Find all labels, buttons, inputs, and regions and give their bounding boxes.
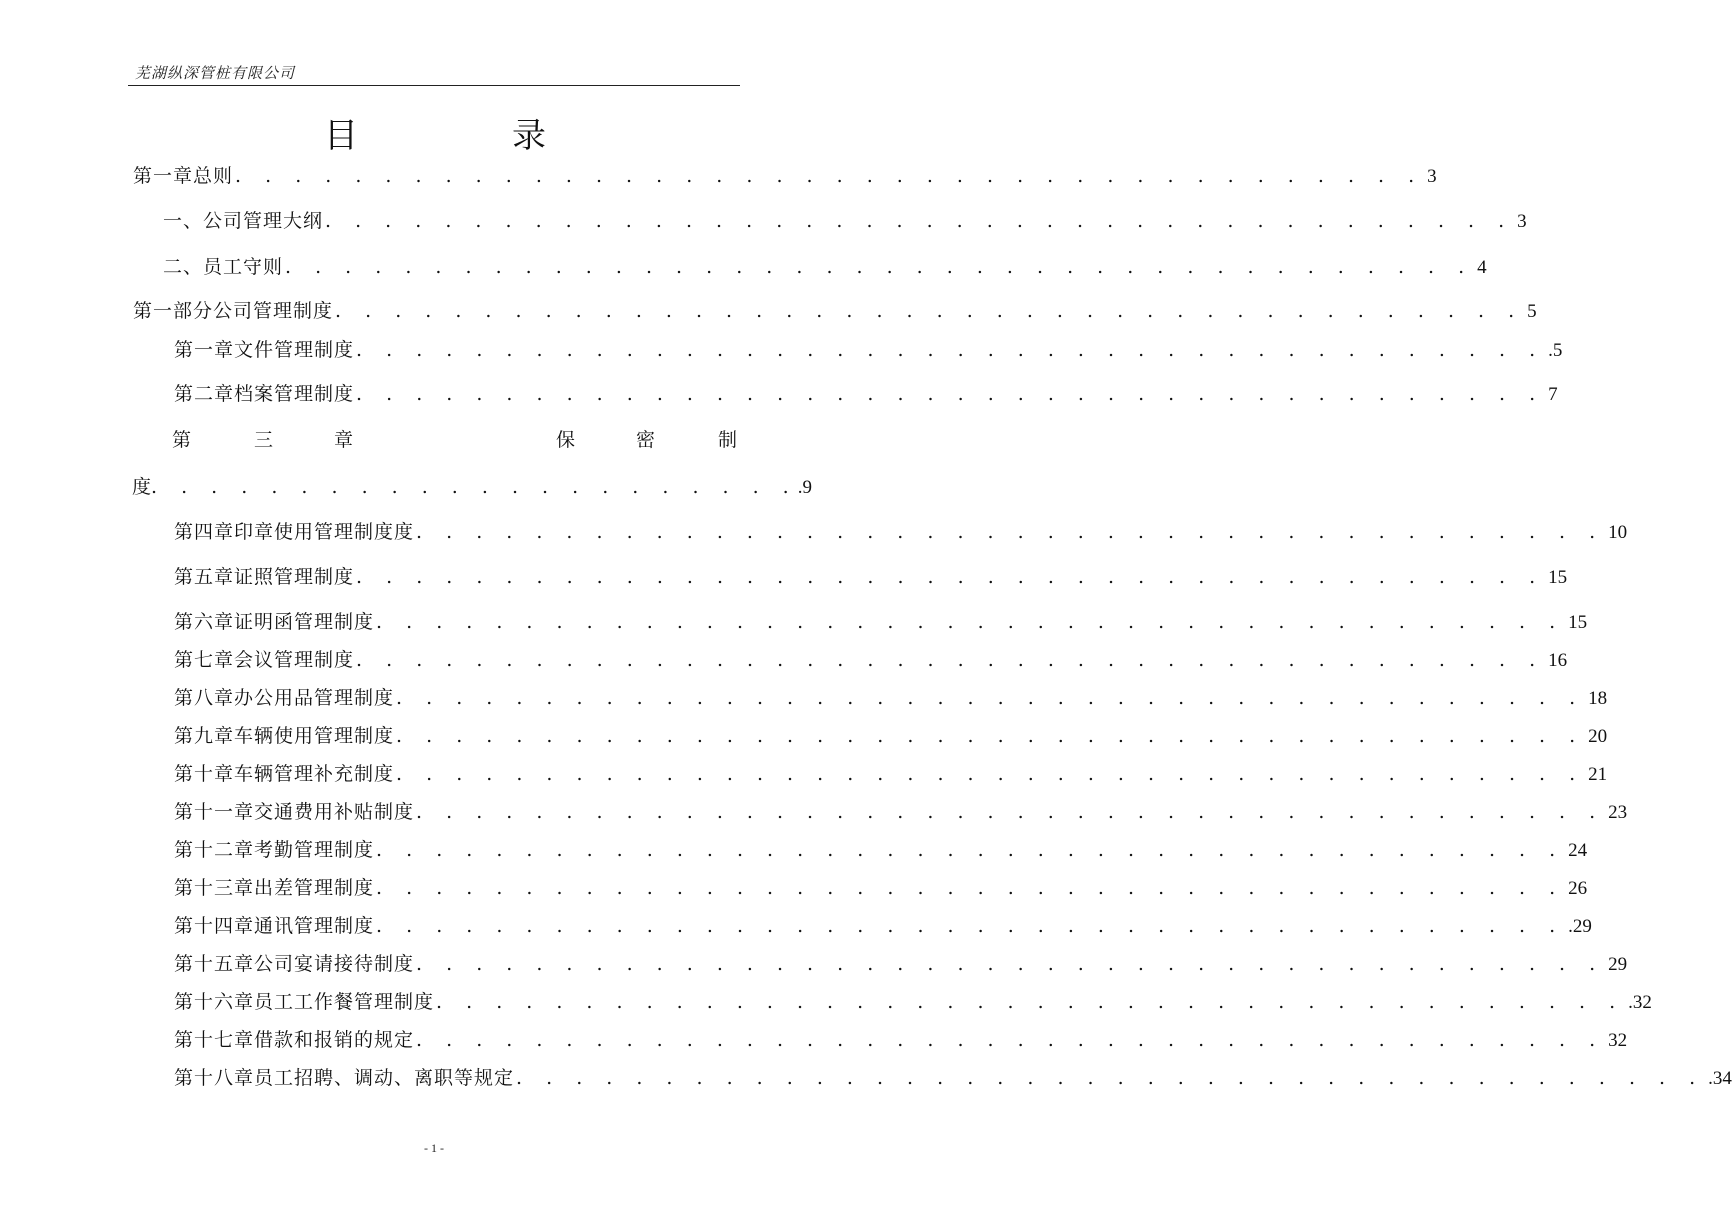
toc-entry[interactable] [174, 761, 1608, 787]
toc-entry-label: 第十章 [174, 763, 235, 785]
split-char: 保 [556, 429, 576, 451]
toc-entry-title: 车辆使用管理制度 [234, 725, 395, 747]
toc-entry-label: 第一章 [133, 165, 194, 187]
toc-entry-label: 第十四章 [174, 915, 255, 937]
toc-entry[interactable] [174, 799, 1628, 825]
toc-entry[interactable] [133, 298, 1537, 324]
toc-entry-title: 印章使用管理制度度 [234, 521, 415, 543]
toc-entry-title: 文件管理制度 [234, 339, 355, 361]
dot-leader: . . . . . . . . . . . . . . . . . . . . . . . . . . . . . . . . . . . . . . . . [516, 1067, 1705, 1089]
dot-leader: . . . . . . . . . . . . . . . . . . . . . . . . . . . . . . . . . . . . . . . . [376, 839, 1565, 861]
toc-entry-label: 第八章 [174, 687, 235, 709]
toc-entry-label: 第十七章 [174, 1029, 255, 1051]
split-char: 章 [334, 429, 354, 451]
toc-entry-page: 10 [1608, 522, 1628, 543]
toc-entry[interactable] [174, 519, 1628, 545]
toc-entry-title: 车辆管理补充制度 [234, 763, 395, 785]
toc-entry-title: 员工招聘、调动、离职等规定 [254, 1067, 515, 1089]
toc-entry-label: 第一章 [174, 339, 235, 361]
toc-entry-page: 3 [1517, 211, 1527, 232]
dot-leader: . . . . . . . . . . . . . . . . . . . . . . . . . . . . . . . . . . . . . . . . [436, 991, 1625, 1013]
toc-entry-page: 15 [1568, 612, 1588, 633]
toc-entry-page: .29 [1568, 916, 1592, 937]
toc-entry-title: 考勤管理制度 [254, 839, 375, 861]
toc-entry-page: 7 [1548, 384, 1558, 405]
dot-leader: . . . . . . . . . . . . . . . . . . . . . . . . . . . . . . . . . . . . . . . . [235, 165, 1424, 187]
toc-entry-split-continuation [132, 474, 812, 500]
dot-leader: . . . . . . . . . . . . . . . . . . . . . . . . . . . . . . . . . . . . . . . . [416, 521, 1605, 543]
toc-entry-page: 32 [1608, 1030, 1628, 1051]
toc-entry-page: .34 [1708, 1068, 1732, 1089]
dot-leader: . . . . . . . . . . . . . . . . . . . . . . . . . . . . . . . . . . . . . . . . [376, 915, 1565, 937]
toc-entry-title: 总则 [193, 165, 234, 187]
dot-leader: . . . . . . . . . . . . . . . . . . . . . . . . . . . . . . . . . . . . . . . . [396, 725, 1585, 747]
toc-entry[interactable] [174, 685, 1608, 711]
toc-entry[interactable] [163, 254, 1487, 280]
toc-entry-page: 5 [1527, 301, 1537, 322]
split-continuation-char: 度 [132, 476, 152, 498]
dot-leader: . . . . . . . . . . . . . . . . . . . . . . . . . . . . . . . . . . . . . . . . [416, 801, 1605, 823]
toc-entry-label: 第六章 [174, 611, 235, 633]
toc-entry[interactable] [174, 381, 1558, 407]
toc-entry-title: 出差管理制度 [254, 877, 375, 899]
toc-entry-page: 16 [1548, 650, 1568, 671]
split-char: 密 [636, 429, 656, 451]
dot-leader: . . . . . . . . . . . . . . . . . . . . . . . . . . . . . . . . . . . . . . . . [356, 383, 1545, 405]
toc-entry-page: .32 [1628, 992, 1652, 1013]
dot-leader: . . . . . . . . . . . . . . . . . . . . . . . . . . . . . . . . . . . . . . . . [376, 877, 1565, 899]
toc-entry[interactable] [174, 723, 1608, 749]
split-char: 制 [718, 429, 738, 451]
toc-entry-label: 第二章 [174, 383, 235, 405]
toc-entry[interactable] [163, 208, 1527, 234]
dot-leader: . . . . . . . . . . . . . . . . . . . . . . . . . . . . . . . . . . . . . . . . [335, 300, 1524, 322]
toc-entry-label: 第十六章 [174, 991, 255, 1013]
dot-leader: . . . . . . . . . . . . . . . . . . . . . . . . . . . . . . . . . . . . . . . . [356, 566, 1545, 588]
toc-entry-label: 第九章 [174, 725, 235, 747]
toc-entry[interactable] [174, 837, 1588, 863]
toc-entry-page: 18 [1588, 688, 1608, 709]
toc-entry-title: 一、公司管理大纲 [163, 210, 324, 232]
toc-entry[interactable] [174, 609, 1588, 635]
toc-entry-title: 办公用品管理制度 [234, 687, 395, 709]
split-char: 第 [172, 429, 192, 451]
toc-entry-title: 员工工作餐管理制度 [254, 991, 435, 1013]
toc-entry-label: 第十三章 [174, 877, 255, 899]
dot-leader: . . . . . . . . . . . . . . . . . . . . . . [151, 476, 798, 498]
toc-entry-label: 第七章 [174, 649, 235, 671]
toc-entry-title: 公司宴请接待制度 [254, 953, 415, 975]
toc-entry-title: 二、员工守则 [163, 256, 284, 278]
toc-entry-title: 通讯管理制度 [254, 915, 375, 937]
toc-entry[interactable] [174, 913, 1592, 939]
toc-entry-label: 第十二章 [174, 839, 255, 861]
toc-entry-page: 3 [1427, 166, 1437, 187]
toc-entry[interactable] [174, 989, 1652, 1015]
toc-entry-page: 21 [1588, 764, 1608, 785]
dot-leader: . . . . . . . . . . . . . . . . . . . . . . . . . . . . . . . . . . . . . . . . [356, 649, 1545, 671]
dot-leader: . . . . . . . . . . . . . . . . . . . . . . . . . . . . . . . . . . . . . . . . [396, 687, 1585, 709]
dot-leader: . . . . . . . . . . . . . . . . . . . . . . . . . . . . . . . . . . . . . . . . [325, 210, 1514, 232]
toc-entry-page: 4 [1477, 257, 1487, 278]
toc-entry-page: 20 [1588, 726, 1608, 747]
toc-entry-page: .9 [797, 477, 812, 498]
toc-entry[interactable] [174, 875, 1588, 901]
toc-entry-page: 24 [1568, 840, 1588, 861]
page-number: - 1 - [424, 1141, 444, 1155]
toc-entry-label: 第一部分 [133, 300, 214, 322]
toc-entry[interactable] [174, 1065, 1732, 1091]
toc-entry[interactable] [174, 564, 1568, 590]
dot-leader: . . . . . . . . . . . . . . . . . . . . . . . . . . . . . . . . . . . . . . . . [376, 611, 1565, 633]
toc-entry-label: 第五章 [174, 566, 235, 588]
toc-entry-label: 第十五章 [174, 953, 255, 975]
toc-entry-page: 29 [1608, 954, 1628, 975]
dot-leader: . . . . . . . . . . . . . . . . . . . . . . . . . . . . . . . . . . . . . . . . [416, 953, 1605, 975]
title-char-2: 录 [512, 116, 546, 156]
toc-entry-label: 第十八章 [174, 1067, 255, 1089]
running-header: 芜湖纵深管桩有限公司 [135, 64, 296, 82]
toc-entry-title: 公司管理制度 [213, 300, 334, 322]
toc-entry[interactable] [133, 163, 1437, 189]
toc-title [0, 108, 868, 156]
toc-entry[interactable] [174, 337, 1563, 363]
toc-entry-title: 档案管理制度 [234, 383, 355, 405]
toc-entry-page: .5 [1548, 340, 1563, 361]
toc-entry-page: 15 [1548, 567, 1568, 588]
dot-leader: . . . . . . . . . . . . . . . . . . . . . . . . . . . . . . . . . . . . . . . . [416, 1029, 1605, 1051]
toc-entry-split[interactable] [172, 426, 740, 454]
toc-entry[interactable] [174, 951, 1628, 977]
split-char: 三 [254, 429, 274, 451]
toc-entry[interactable] [174, 647, 1568, 673]
dot-leader: . . . . . . . . . . . . . . . . . . . . . . . . . . . . . . . . . . . . . . . . [285, 256, 1474, 278]
toc-entry-title: 交通费用补贴制度 [254, 801, 415, 823]
toc-entry-label: 第四章 [174, 521, 235, 543]
toc-entry[interactable] [174, 1027, 1628, 1053]
toc-entry-title: 会议管理制度 [234, 649, 355, 671]
dot-leader: . . . . . . . . . . . . . . . . . . . . . . . . . . . . . . . . . . . . . . . . [396, 763, 1585, 785]
toc-entry-page: 23 [1608, 802, 1628, 823]
toc-entry-title: 证明函管理制度 [234, 611, 375, 633]
toc-entry-title: 证照管理制度 [234, 566, 355, 588]
header-rule [128, 85, 740, 86]
toc-entry-page: 26 [1568, 878, 1588, 899]
dot-leader: . . . . . . . . . . . . . . . . . . . . . . . . . . . . . . . . . . . . . . . . [356, 339, 1545, 361]
toc-entry-label: 第十一章 [174, 801, 255, 823]
toc-entry-title: 借款和报销的规定 [254, 1029, 415, 1051]
title-char-1: 目 [324, 116, 358, 156]
